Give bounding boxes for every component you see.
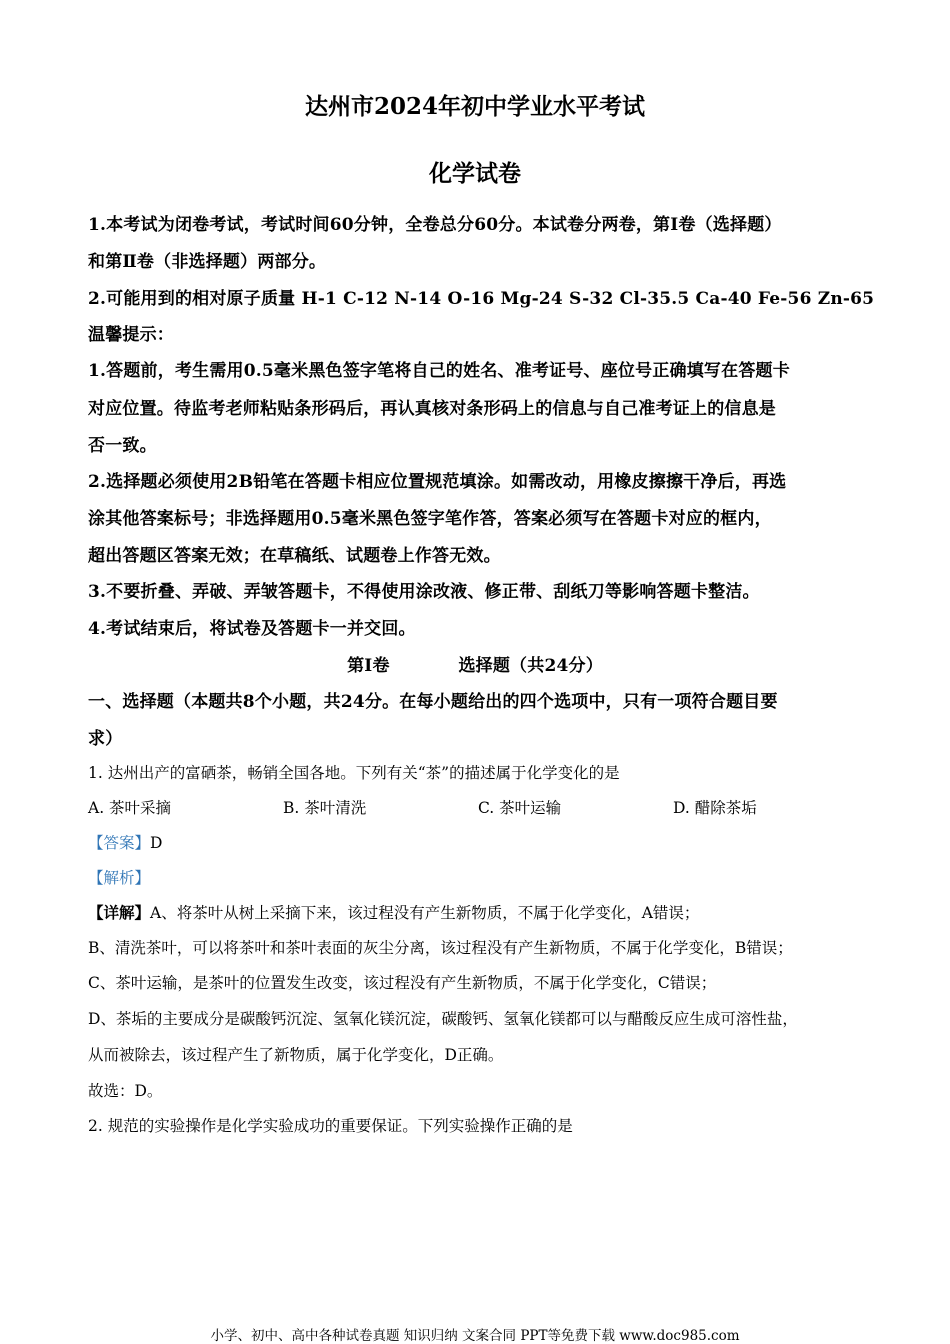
- detail-line: C、茶叶运输，是茶叶的位置发生改变，该过程没有产生新物质，不属于化学变化，C错误；: [88, 974, 717, 992]
- option-c: C. 茶叶运输: [478, 799, 562, 817]
- conclusion-line: 故选：D。: [88, 1082, 163, 1100]
- answer-value: D: [150, 834, 163, 852]
- question-stem: 2. 规范的实验操作是化学实验成功的重要保证。下列实验操作正确的是: [88, 1117, 573, 1135]
- option-d: D. 醋除茶垢: [673, 799, 757, 817]
- detail-label: 【详解】: [88, 903, 151, 922]
- tip-line: 3.不要折叠、弄破、弄皱答题卡，不得使用涂改液、修正带、刮纸刀等影响答题卡整洁。: [88, 582, 760, 602]
- question-stem: 1. 达州出产的富硒茶，畅销全国各地。下列有关“茶”的描述属于化学变化的是: [88, 764, 620, 782]
- tip-line: 2.选择题必须使用2B铅笔在答题卡相应位置规范填涂。如需改动，用橡皮擦擦干净后，再选: [88, 472, 787, 492]
- tip-line: 超出答题区答案无效；在草稿纸、试题卷上作答无效。: [88, 546, 501, 566]
- atomic-mass-line: 2.可能用到的相对原子质量 H-1 C-12 N-14 O-16 Mg-24 S-32 Cl-35.5 Ca-40 Fe-56 Zn-65: [88, 289, 875, 309]
- exam-subtitle: 化学试卷: [429, 160, 521, 187]
- tip-line: 否一致。: [88, 436, 157, 456]
- option-list: [88, 796, 868, 818]
- answer-label: 【答案】: [88, 834, 151, 852]
- option-a: A. 茶叶采摘: [88, 799, 172, 817]
- detail-line: 从而被除去，该过程产生了新物质，属于化学变化，D正确。: [88, 1046, 504, 1064]
- exam-title: 达州市2024年初中学业水平考试: [304, 93, 645, 120]
- detail-text: A、将茶叶从树上采摘下来，该过程没有产生新物质，不属于化学变化，A错误；: [150, 904, 700, 922]
- section-heading: 第I卷 选择题（共24分）: [347, 656, 603, 676]
- instruction-line: 1.本考试为闭卷考试，考试时间60分钟，全卷总分60分。本试卷分两卷，第I卷（选择题）: [88, 215, 782, 235]
- instruction-line: 和第Ⅱ卷（非选择题）两部分。: [88, 252, 327, 272]
- page-footer: 小学、初中、高中各种试卷真题 知识归纳 文案合同 PPT等免费下载 www.doc985.com: [210, 1328, 740, 1344]
- tip-line: 1.答题前，考生需用0.5毫米黑色签字笔将自己的姓名、准考证号、座位号正确填写在答题卡: [88, 361, 790, 381]
- detail-line: D、茶垢的主要成分是碳酸钙沉淀、氢氧化镁沉淀，碳酸钙、氢氧化镁都可以与醋酸反应生成可溶性盐，: [88, 1010, 798, 1028]
- tips-heading: 温馨提示：: [88, 325, 174, 345]
- tip-line: 涂其他答案标号；非选择题用0.5毫米黑色签字笔作答，答案必须写在答题卡对应的框内，: [88, 509, 772, 529]
- option-b: B. 茶叶清洗: [283, 799, 367, 817]
- detail-line: B、清洗茶叶，可以将茶叶和茶叶表面的灰尘分离，该过程没有产生新物质，不属于化学变化，B错误；: [88, 939, 793, 957]
- answer-line: [88, 831, 162, 853]
- part-heading: 一、选择题（本题共8个小题，共24分。在每小题给出的四个选项中，只有一项符合题目要: [88, 692, 778, 712]
- part-heading: 求）: [88, 729, 123, 749]
- detail-line: [88, 901, 699, 923]
- tip-line: 4.考试结束后，将试卷及答题卡一并交回。: [88, 619, 416, 639]
- tip-line: 对应位置。待监考老师粘贴条形码后，再认真核对条形码上的信息与自己准考证上的信息是: [88, 399, 776, 419]
- analysis-label: 【解析】: [88, 869, 151, 887]
